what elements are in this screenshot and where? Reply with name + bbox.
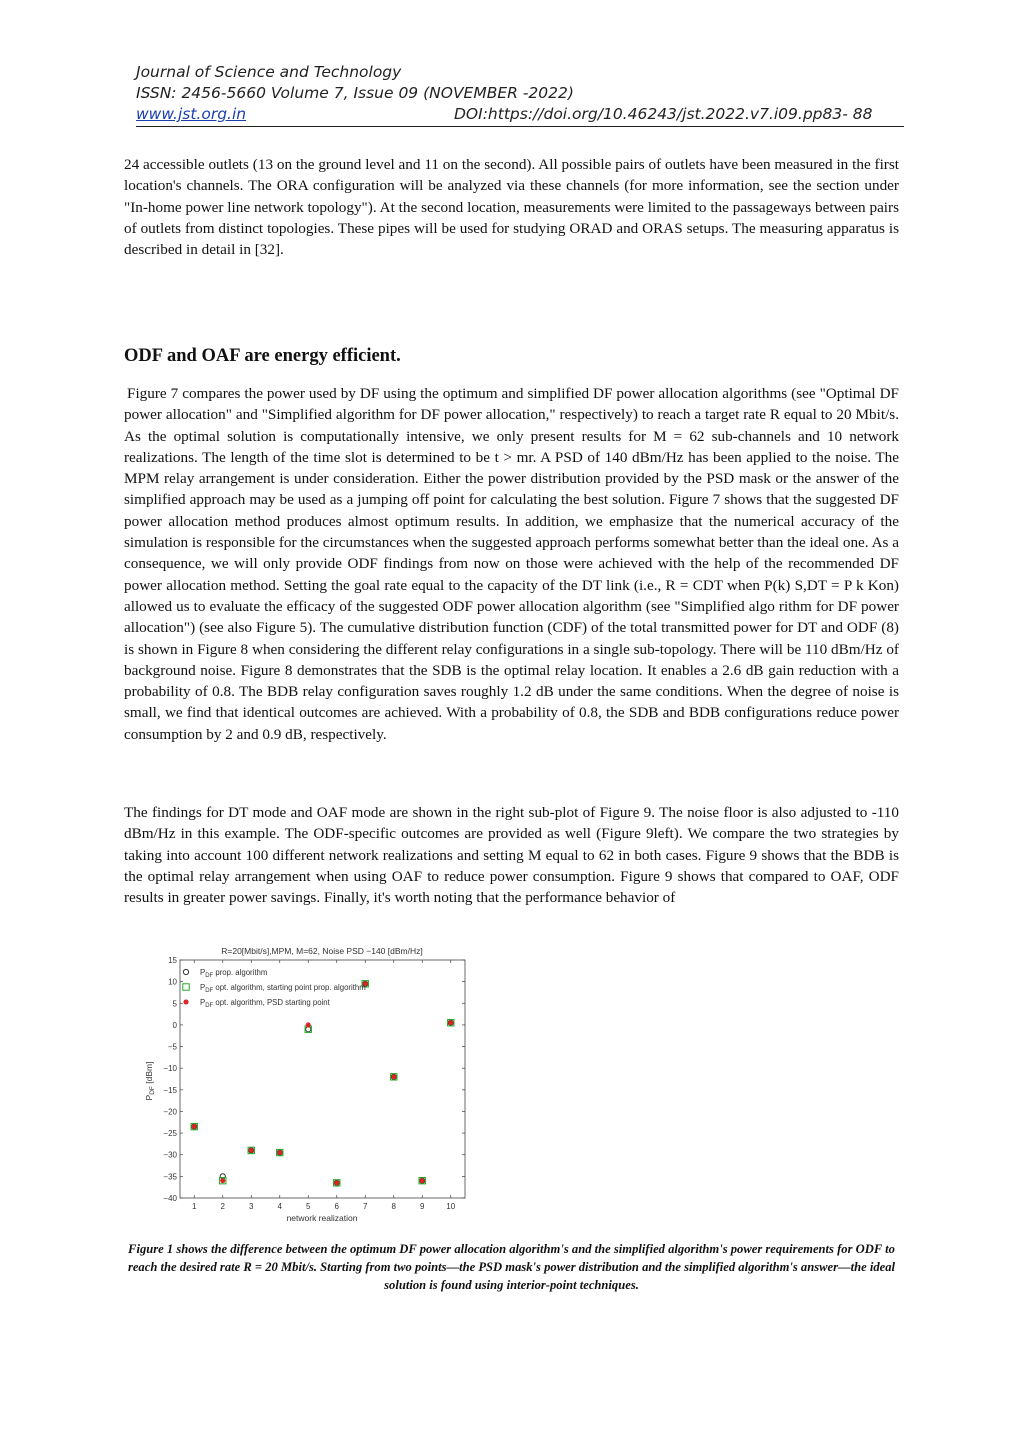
y-tick-label: −15 xyxy=(163,1085,177,1095)
y-tick-label: −30 xyxy=(163,1150,177,1160)
data-point-star xyxy=(448,1020,453,1025)
data-point-star xyxy=(306,1022,311,1027)
y-tick-label: −20 xyxy=(163,1107,177,1117)
data-point-star xyxy=(220,1178,225,1183)
x-tick-label: 5 xyxy=(306,1202,311,1211)
legend-marker-square xyxy=(183,984,189,990)
x-tick-label: 4 xyxy=(277,1202,282,1211)
legend-marker-circle xyxy=(183,969,188,974)
journal-title: Journal of Science and Technology xyxy=(136,63,402,81)
chart-title: R=20[Mbit/s],MPM, M=62, Noise PSD −140 [dBm/Hz] xyxy=(221,946,423,956)
paragraph-1: 24 accessible outlets (13 on the ground level and 11 on the second). All possible pairs of outlets have been measured in the first location's channels. The ORA configuration will be analyzed via these channels (for more information, see the section under "In-home power line network topology"). At the second location, measurements were limited to the passageways between pairs of outlets from distinct topologies. These pipes will be used for studying ORAD and ORAS setups. The measuring apparatus is described in detail in [32]. xyxy=(124,156,899,259)
x-tick-label: 1 xyxy=(192,1202,197,1211)
plot-frame xyxy=(180,960,465,1198)
section-heading: ODF and OAF are energy efficient. xyxy=(124,346,401,366)
legend-entry: $P_{DF}$ opt. algorithm, starting point prop. algorithm xyxy=(200,983,366,994)
x-tick-label: 6 xyxy=(334,1202,339,1211)
doi-text: DOI:https://doi.org/10.46243/jst.2022.v7.i09.pp83- 88 xyxy=(454,105,873,123)
x-tick-label: 9 xyxy=(420,1202,425,1211)
legend-entry: $P_{DF}$ opt. algorithm, PSD starting point xyxy=(200,998,330,1009)
paragraph-2: Figure 7 compares the power used by DF using the optimum and simplified DF power allocation algorithms (see "Optimal DF power allocation" and "Simplified algorithm for DF power allocation," respectively) to reach a target rate R equal to 20 Mbit/s. As the optimal solution is computationally intensive, we only present results for M = 62 sub-channels and 10 network realizations. The length of the time slot is determined to be t > mr. A PSD of 140 dBm/Hz has been applied to the noise. The MPM relay arrangement is under consideration. Either the power distribution provided by the PSD mask or the answer of the simplified approach may be used as a jumping off point for calculating the best solution. Figure 7 shows that the suggested DF power allocation method produces almost optimum results. In addition, we emphasize that the numerical accuracy of the simulation is responsible for the circumstances when the suggested approach performs somewhat better than the ideal one. As a consequence, we will only provide ODF findings from now on those were achieved with the help of the recommended DF power allocation method. Setting the goal rate equal to the capacity of the DT link (i.e., R = CDT when P(k) S,DT = P k Kon) allowed us to evaluate the efficacy of the suggested ODF power allocation algorithm (see "Simplified algo rithm for DF power allocation") (see also Figure 5). The cumulative distribution function (CDF) of the total transmitted power for DT and ODF (8) is shown in Figure 8 when considering the different relay configurations in a single sub-topology. There will be 110 dBm/Hz of background noise. Figure 8 demonstrates that the SDB is the optimal relay location. It enables a 2.6 dB gain reduction with a probability of 0.8. The BDB relay configuration saves roughly 1.2 dB under the same conditions. When the degree of noise is small, we find that identical outcomes are achieved. With a probability of 0.8, the SDB and BDB configurations reduce power consumption by 2 and 0.9 dB, respectively. xyxy=(124,385,899,743)
data-point-star xyxy=(420,1178,425,1183)
x-tick-label: 10 xyxy=(446,1202,456,1211)
x-axis-label: network realization xyxy=(286,1213,358,1223)
figure-caption: Figure 1 shows the difference between the optimum DF power allocation algorithm's and the simplified algorithm's power requirements for ODF to reach the desired rate R = 20 Mbit/s. Starting from two points—the PSD mask's power distribution and the simplified algorithm's answer—the ideal solution is found using interior-point techniques. xyxy=(127,1242,896,1292)
scatter-chart xyxy=(140,942,472,1227)
paragraph-3: The findings for DT mode and OAF mode are shown in the right sub-plot of Figure 9. The noise floor is also adjusted to -110 dBm/Hz in this example. The ODF-specific outcomes are provided as well (Figure 9left). We compare the two strategies by taking into account 100 different network realizations and setting M equal to 62 in both cases. Figure 9 shows that the BDB is the optimal relay arrangement when using OAF to reduce power consumption. Figure 9 shows that compared to OAF, ODF results in greater power savings. Finally, it's worth noting that the performance behavior of xyxy=(124,804,899,907)
data-point-star xyxy=(277,1150,282,1155)
y-tick-label: 5 xyxy=(172,999,177,1009)
legend-marker-star xyxy=(183,999,188,1004)
issn-line: ISSN: 2456-5660 Volume 7, Issue 09 (NOVEMBER -2022) xyxy=(136,84,574,102)
website-link[interactable]: www.jst.org.in xyxy=(136,105,247,123)
y-tick-label: 10 xyxy=(168,977,177,987)
y-tick-label: −35 xyxy=(163,1172,177,1182)
y-tick-label: 15 xyxy=(168,956,177,965)
y-axis-label: $P_{DF}$ [dBm] xyxy=(144,1061,156,1101)
y-tick-label: −40 xyxy=(163,1194,177,1203)
figure-chart xyxy=(140,942,472,1227)
x-tick-label: 8 xyxy=(391,1202,396,1211)
x-tick-label: 7 xyxy=(363,1202,368,1211)
page-header xyxy=(136,62,904,127)
y-tick-label: 0 xyxy=(172,1020,177,1030)
y-tick-label: −10 xyxy=(163,1064,177,1074)
y-tick-label: −25 xyxy=(163,1129,177,1139)
legend-entry: $P_{DF}$ prop. algorithm xyxy=(200,968,268,979)
x-tick-label: 2 xyxy=(220,1202,225,1211)
header-links-row xyxy=(136,104,904,127)
x-tick-label: 3 xyxy=(249,1202,254,1211)
data-point-star xyxy=(249,1148,254,1153)
y-tick-label: −5 xyxy=(167,1042,177,1052)
data-point-star xyxy=(192,1124,197,1129)
